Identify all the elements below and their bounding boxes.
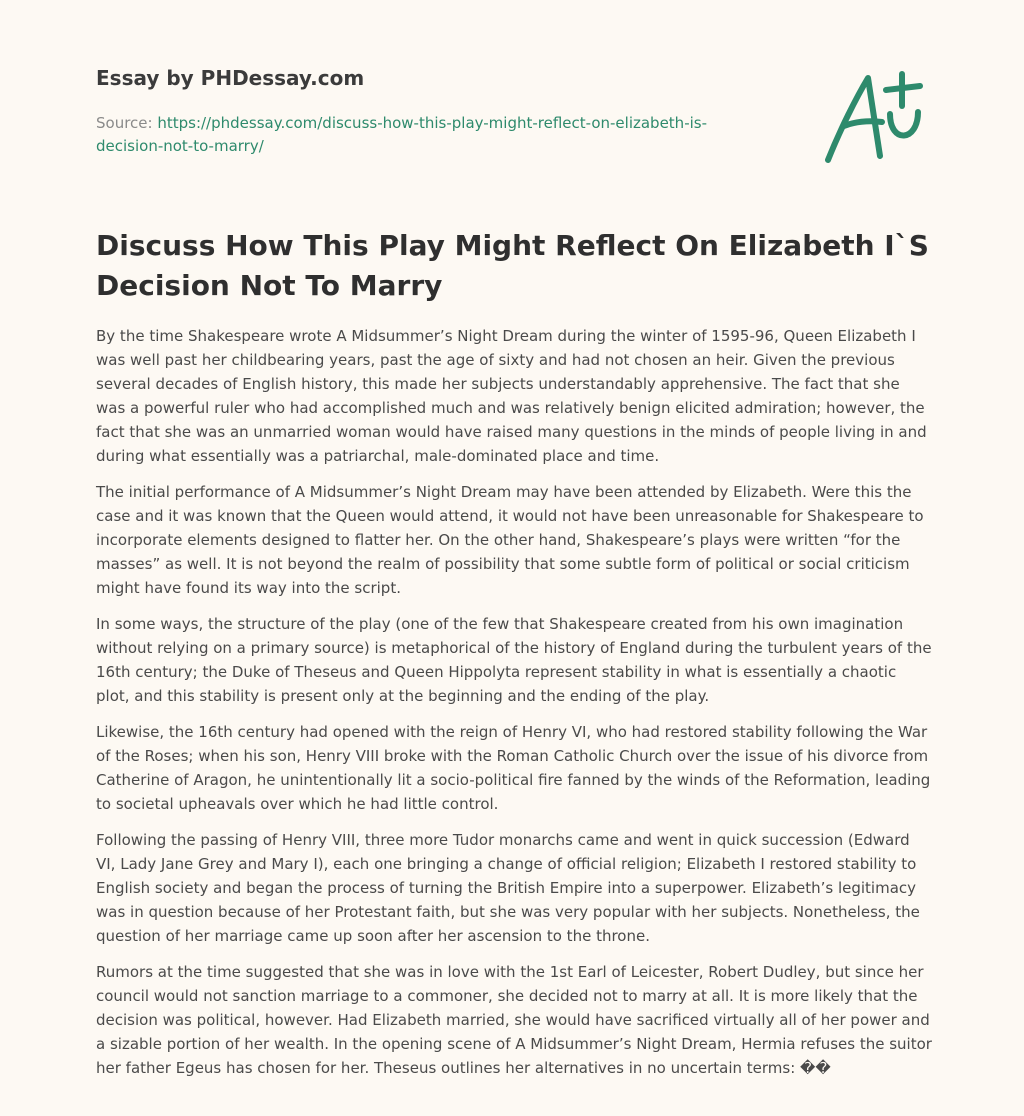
source-line	[96, 112, 736, 158]
source-label: Source:	[96, 114, 158, 132]
essay-title: Discuss How This Play Might Reflect On Elizabeth I`S Decision Not To Marry	[96, 229, 929, 302]
paragraph: Following the passing of Henry VIII, three more Tudor monarchs came and went in quick succession (Edward VI, Lady Jane Grey and Mary I), each one bringing a change of official religion; Elizabeth I restored stability to English society and began the process of turning the British Empire into a superpower. Elizabeth’s legitimacy was in question because of her Protestant faith, but she was very popular with her subjects. Nonetheless, the question of her marriage came up soon after her ascension to the throne.	[96, 831, 920, 945]
paragraph: In some ways, the structure of the play (one of the few that Shakespeare created from his own imagination without relying on a primary source) is metaphorical of the history of England during the turbulent years of the 16th century; the Duke of Theseus and Queen Hippolyta represent stability in what is essentially a chaotic plot, and this stability is present only at the beginning and the ending of the play.	[96, 615, 932, 705]
paragraph: Rumors at the time suggested that she was in love with the 1st Earl of Leicester, Robert Dudley, but since her council would not sanction marriage to a commoner, she decided not to marry at all. It is more likely that the decision was political, however. Had Elizabeth married, she would have sacrificed virtually all of her power and a sizable portion of her wealth. In the opening scene of A Midsummer’s Night Dream, Hermia refuses the suitor her father Egeus has chosen for her. Theseus outlines her alternatives in no uncertain terms: ��	[96, 963, 932, 1077]
paragraph: By the time Shakespeare wrote A Midsummer’s Night Dream during the winter of 1595-96, Queen Elizabeth I was well past her childbearing years, past the age of sixty and had not chosen an heir. Given the previous several decades of English history, this made her subjects understandably apprehensive. The fact that she was a powerful ruler who had accomplished much and was relatively benign elicited admiration; however, the fact that she was an unmarried woman would have raised many questions in the minds of people living in and during what essentially was a patriarchal, male-dominated place and time.	[96, 327, 927, 465]
a-plus-grade-icon	[820, 68, 928, 168]
site-brand: Essay by PHDessay.com	[96, 66, 365, 90]
paragraph: The initial performance of A Midsummer’s Night Dream may have been attended by Elizabeth. Were this the case and it was known that the Queen would attend, it would not have been unreasonable for Shakespeare to incorporate elements designed to flatter her. On the other hand, Shakespeare’s plays were written “for the masses” as well. It is not beyond the realm of possibility that some subtle form of political or social criticism might have found its way into the script.	[96, 483, 924, 597]
paragraph: Likewise, the 16th century had opened with the reign of Henry VI, who had restored stability following the War of the Roses; when his son, Henry VIII broke with the Roman Catholic Church over the issue of his divorce from Catherine of Aragon, he unintentionally lit a socio-political fire fanned by the winds of the Reformation, leading to societal upheavals over which he had little control.	[96, 723, 931, 813]
source-link[interactable]: https://phdessay.com/discuss-how-this-play-might-reflect-on-elizabeth-is-decision-not-to-marry/	[96, 114, 707, 155]
essay-body	[96, 324, 932, 1092]
